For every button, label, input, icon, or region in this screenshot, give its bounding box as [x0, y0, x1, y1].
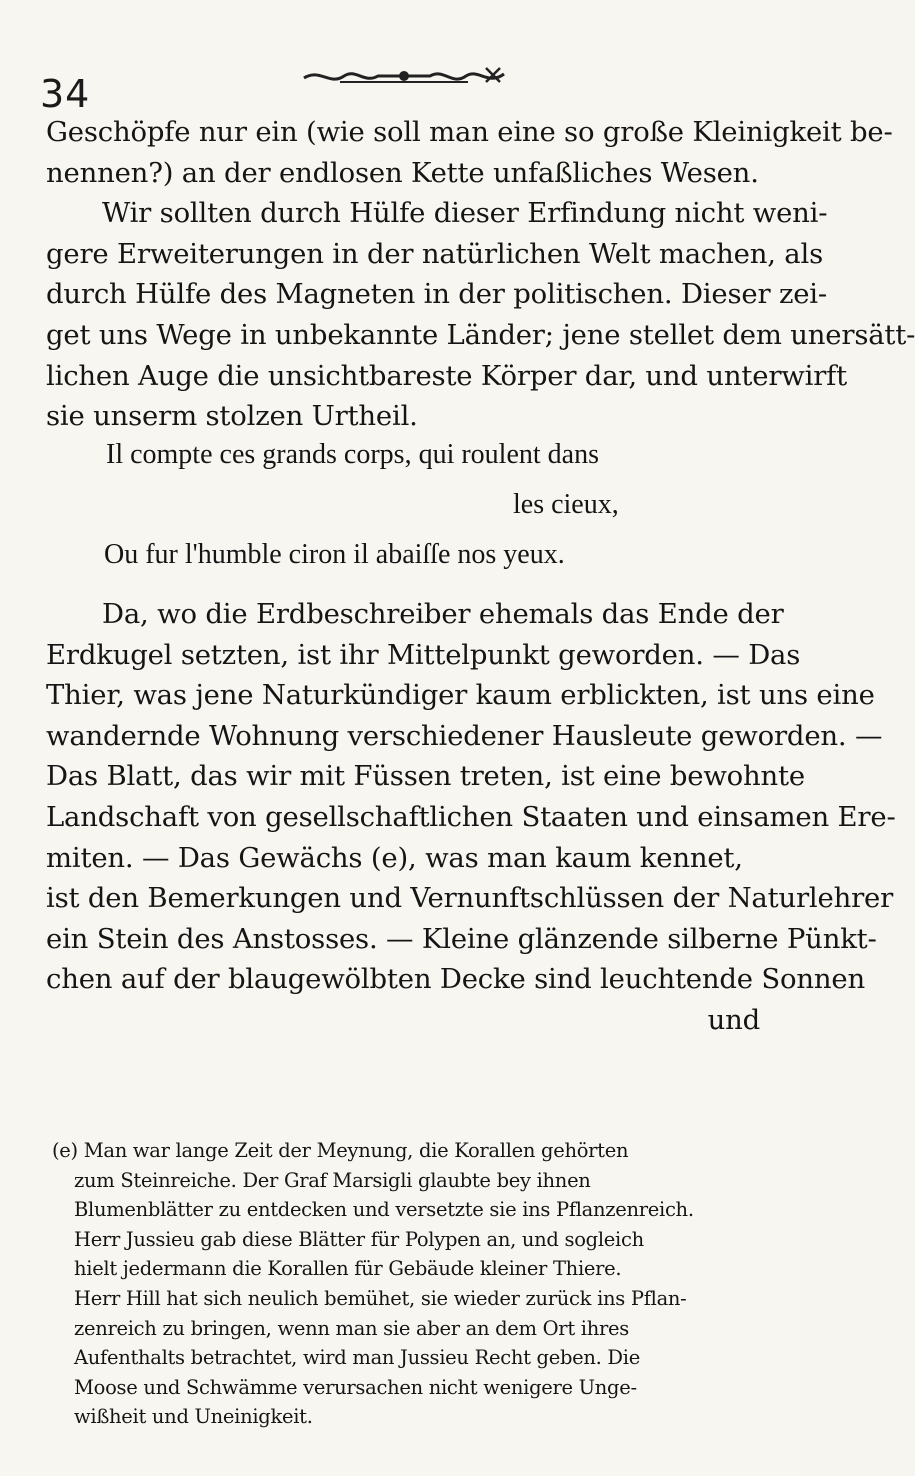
footnote-line: Herr Jussieu gab diese Blätter für Polypen an, und sogleich: [74, 1227, 644, 1251]
footnote-line: zum Steinreiche. Der Graf Marsigli glaubte bey ihnen: [74, 1168, 591, 1192]
catchword: und: [707, 1003, 760, 1036]
body-paragraph-1: [46, 112, 915, 437]
text-line: wandernde Wohnung verschiedener Hausleute geworden. —: [46, 719, 883, 752]
footnote-line: wißheit und Uneinigkeit.: [74, 1405, 313, 1429]
text-line: Landschaft von gesellschaftlichen Staaten und einsamen Ere-: [46, 800, 896, 833]
footnote-line: Moose und Schwämme verursachen nicht wenigere Unge-: [74, 1375, 637, 1399]
text-line: Da, wo die Erdbeschreiber ehemals das Ende der: [102, 598, 784, 630]
verse-line-1: Il compte ces grands corps, qui roulent dans: [106, 439, 599, 470]
text-line: Geschöpfe nur ein (wie soll man eine so große Kleinigkeit be-: [46, 116, 893, 148]
footnote-line: zenreich zu bringen, wenn man sie aber an dem Ort ihres: [74, 1316, 629, 1340]
text-line: nennen?) an der endlosen Kette unfaßliches Wesen.: [46, 156, 759, 189]
page-number: 34: [40, 72, 91, 116]
text-line: chen auf der blaugewölbten Decke sind leuchtende Sonnen: [46, 963, 866, 996]
text-line: ist den Bemerkungen und Vernunftschlüssen der Naturlehrer: [46, 882, 894, 915]
text-line: get uns Wege in unbekannte Länder; jene stellet dem unersätt-: [46, 318, 915, 351]
text-line: lichen Auge die unsichtbareste Körper dar, und unterwirft: [46, 359, 847, 392]
text-line: gere Erweiterungen in der natürlichen Welt machen, als: [46, 237, 823, 270]
footnote-line: Herr Hill hat sich neulich bemühet, sie wieder zurück ins Pflan-: [74, 1286, 687, 1310]
text-line: Das Blatt, das wir mit Füssen treten, ist eine bewohnte: [46, 760, 805, 793]
text-line: durch Hülfe des Magneten in der politischen. Dieser zei-: [46, 278, 827, 311]
text-line: Wir sollten durch Hülfe dieser Erfindung nicht weni-: [102, 197, 828, 230]
text-line: ein Stein des Anstosses. — Kleine glänzende silberne Pünkt-: [46, 922, 877, 955]
text-line: sie unserm stolzen Urtheil.: [46, 400, 418, 433]
footnote-line: (e) Man war lange Zeit der Meynung, die Korallen gehörten: [52, 1139, 629, 1162]
text-line: miten. — Das Gewächs (e), was man kaum kennet,: [46, 841, 743, 874]
text-line: Thier, was jene Naturkündiger kaum erblickten, ist uns eine: [46, 679, 875, 712]
verse-line-3: Ou fur l'humble ciron il abaiſſe nos yeux.: [104, 539, 565, 570]
text-line: Erdkugel setzten, ist ihr Mittelpunkt geworden. — Das: [46, 638, 801, 671]
header-ornament: [300, 64, 508, 90]
footnote-line: Blumenblätter zu entdecken und versetzte sie ins Pflanzenreich.: [74, 1198, 694, 1222]
verse-line-2: les cieux,: [513, 489, 619, 520]
footnote-line: hielt jedermann die Korallen für Gebäude kleiner Thiere.: [74, 1257, 622, 1281]
footnote-line: Aufenthalts betrachtet, wird man Jussieu Recht geben. Die: [74, 1346, 640, 1370]
body-paragraph-2: [46, 594, 896, 1041]
footnote: [52, 1136, 768, 1432]
